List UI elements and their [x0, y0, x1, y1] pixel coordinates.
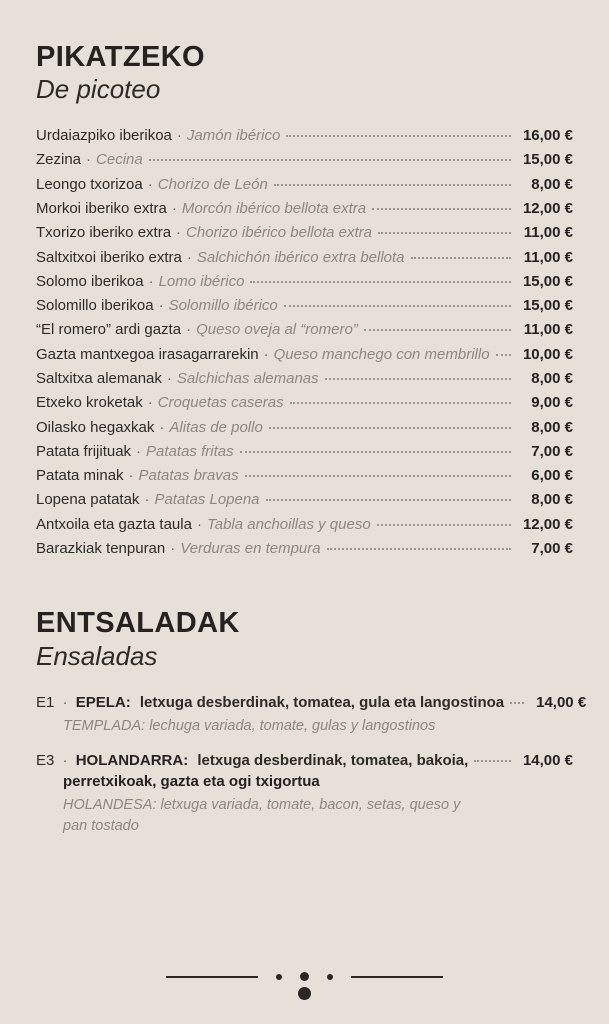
menu-item-row	[36, 467, 573, 491]
salad-code: E1	[36, 694, 55, 712]
item-name: Patata minak	[36, 467, 124, 485]
item-translation: Salchichón ibérico extra bellota	[196, 248, 405, 266]
dotted-leader	[274, 184, 511, 186]
item-name: Lopena patatak	[36, 491, 140, 509]
salad-price: 14,00 €	[536, 694, 587, 712]
salad-first-line	[36, 752, 573, 769]
item-name: Antxoila eta gazta taula	[36, 515, 192, 533]
name-translation-separator: ·	[171, 199, 177, 217]
dotted-leader	[510, 702, 524, 704]
item-price: 8,00 €	[531, 418, 573, 436]
item-translation: Lomo ibérico	[158, 272, 245, 290]
ornament-dot-medium	[300, 972, 309, 981]
item-price: 16,00 €	[522, 127, 573, 145]
item-price: 15,00 €	[522, 272, 573, 290]
item-name: Barazkiak tenpuran	[36, 540, 166, 558]
item-price: 7,00 €	[531, 442, 573, 460]
item-name: Gazta mantxegoa irasagarrarekin	[36, 345, 259, 363]
item-translation: Queso oveja al “romero”	[196, 321, 358, 339]
item-translation: Croquetas caseras	[157, 394, 284, 412]
item-translation: Queso manchego con membrillo	[273, 345, 490, 363]
menu-item-row	[36, 297, 573, 321]
section-subtitle-ensaladas: Ensaladas	[36, 640, 158, 671]
dotted-leader	[269, 427, 511, 429]
salad-item-row	[36, 694, 587, 737]
item-translation: Salchichas alemanas	[176, 370, 319, 387]
item-price: 8,00 €	[531, 175, 573, 193]
menu-item-row	[36, 394, 573, 418]
name-translation-separator: ·	[128, 467, 134, 485]
dotted-leader	[364, 329, 511, 331]
salad-text	[36, 694, 504, 711]
name-translation-separator: ·	[158, 297, 164, 315]
item-translation: Tabla anchoillas y queso	[206, 515, 371, 533]
menu-item-row	[36, 419, 573, 443]
menu-item-row	[36, 249, 573, 273]
name-translation-separator: ·	[144, 491, 150, 509]
item-price: 12,00 €	[522, 199, 573, 217]
menu-item-row	[36, 176, 573, 200]
item-price: 7,00 €	[531, 540, 573, 558]
menu-item-row	[36, 200, 573, 224]
item-price: 11,00 €	[523, 224, 573, 242]
item-name: Solomillo iberikoa	[36, 297, 154, 315]
salad-description-line1: letxuga desberdinak, tomatea, gula eta langostinoa	[139, 694, 505, 712]
dotted-leader	[327, 548, 511, 550]
menu-item-row	[36, 224, 573, 248]
menu-item-row	[36, 127, 573, 151]
salad-item-row	[36, 752, 573, 837]
dotted-leader	[474, 760, 511, 762]
name-translation-separator: ·	[159, 418, 165, 436]
item-price: 6,00 €	[531, 467, 573, 485]
dotted-leader	[266, 499, 511, 501]
menu-item-row	[36, 443, 573, 467]
item-price: 11,00 €	[523, 248, 573, 266]
name-translation-separator: ·	[147, 394, 153, 412]
name-translation-separator: ·	[263, 345, 269, 363]
item-name: Patata frijituak	[36, 442, 132, 460]
dotted-leader	[250, 281, 511, 283]
item-name: Oilasko hegaxkak	[36, 418, 155, 436]
name-translation-separator: ·	[86, 151, 92, 169]
footer-decoration	[0, 972, 609, 1000]
item-translation: Patatas Lopena	[154, 491, 260, 509]
item-name: Etxeko kroketak	[36, 394, 143, 412]
name-translation-separator: ·	[186, 248, 192, 266]
ornament-dot-small-left	[276, 974, 282, 980]
dotted-leader	[325, 378, 511, 380]
picoteo-item-list	[36, 127, 573, 564]
item-name: Saltxitxa alemanak	[36, 370, 162, 387]
section-title-picoteo: PIKATZEKO	[36, 41, 206, 73]
item-translation: Chorizo ibérico bellota extra	[186, 224, 372, 242]
salad-code: E3	[36, 752, 55, 770]
ornament-dot-large	[298, 987, 311, 1000]
dotted-leader	[284, 305, 511, 307]
dotted-leader	[240, 451, 511, 453]
salad-item-list	[36, 694, 587, 837]
menu-item-row	[36, 516, 573, 540]
menu-item-row	[36, 273, 573, 297]
item-price: 9,00 €	[531, 394, 573, 412]
salad-first-line	[36, 694, 587, 712]
salad-name: EPELA:	[75, 694, 131, 712]
dotted-leader	[377, 524, 511, 526]
item-name: Leongo txorizoa	[36, 175, 143, 193]
menu-item-row	[36, 346, 573, 370]
item-translation: Chorizo de León	[157, 175, 268, 193]
item-name: Solomo iberikoa	[36, 272, 144, 290]
name-translation-separator: ·	[186, 321, 192, 339]
code-separator: ·	[62, 694, 68, 712]
divider-line-right	[351, 976, 443, 978]
item-name: Saltxitxoi iberiko extra	[36, 248, 182, 266]
dotted-leader	[496, 354, 511, 356]
code-separator: ·	[62, 752, 68, 770]
ornament-dot-small-right	[327, 974, 333, 980]
divider-ornament-row	[166, 972, 443, 981]
divider-line-left	[166, 976, 258, 978]
item-price: 11,00 €	[523, 321, 573, 339]
item-translation: Patatas fritas	[146, 442, 234, 460]
name-translation-separator: ·	[136, 442, 142, 460]
item-price: 15,00 €	[522, 151, 573, 169]
dotted-leader	[290, 402, 511, 404]
salad-text	[36, 752, 468, 769]
section-header-ensaladas	[36, 608, 573, 670]
item-name: Txorizo iberiko extra	[36, 224, 172, 242]
salad-translation: TEMPLADA: lechuga variada, tomate, gulas y langostinos	[63, 718, 436, 735]
menu-item-row	[36, 151, 573, 175]
salad-description-line1: letxuga desberdinak, tomatea, bakoia,	[197, 752, 469, 770]
menu-item-row	[36, 321, 573, 345]
item-translation: Verduras en tempura	[180, 540, 321, 558]
menu-item-row	[36, 540, 573, 564]
item-name: Morkoi iberiko extra	[36, 199, 167, 217]
item-price: 8,00 €	[531, 370, 573, 387]
name-translation-separator: ·	[148, 272, 154, 290]
item-price: 15,00 €	[522, 297, 573, 315]
menu-item-row	[36, 370, 573, 394]
item-price: 10,00 €	[522, 345, 573, 363]
dotted-leader	[149, 159, 511, 161]
name-translation-separator: ·	[147, 175, 153, 193]
item-translation: Cecina	[96, 151, 143, 169]
item-name: Urdaiazpiko iberikoa	[36, 127, 172, 145]
item-name: “El romero” ardi gazta	[36, 321, 182, 339]
item-price: 12,00 €	[522, 515, 573, 533]
section-subtitle-picoteo: De picoteo	[36, 74, 161, 105]
name-translation-separator: ·	[176, 224, 182, 242]
item-translation: Patatas bravas	[138, 467, 239, 485]
item-translation: Morcón ibérico bellota extra	[181, 199, 367, 217]
name-translation-separator: ·	[170, 540, 176, 558]
dotted-leader	[286, 135, 511, 137]
item-translation: Jamón ibérico	[186, 127, 281, 145]
name-translation-separator: ·	[196, 515, 202, 533]
menu-item-row	[36, 491, 573, 515]
item-name: Zezina	[36, 151, 82, 169]
name-translation-separator: ·	[166, 370, 172, 387]
dotted-leader	[378, 232, 511, 234]
item-price: 8,00 €	[531, 491, 573, 509]
section-header-picoteo	[36, 42, 573, 104]
salad-name: HOLANDARRA:	[75, 752, 189, 770]
dotted-leader	[411, 257, 511, 259]
salad-description-line2: perretxikoak, gazta eta ogi txigortua	[63, 773, 320, 791]
salad-price: 14,00 €	[522, 752, 573, 770]
dotted-leader	[372, 208, 511, 210]
item-translation: Solomillo ibérico	[168, 297, 278, 315]
dotted-leader	[245, 475, 511, 477]
item-translation: Alitas de pollo	[169, 418, 263, 436]
name-translation-separator: ·	[176, 127, 182, 145]
salad-translation: HOLANDESA: letxuga variada, tomate, bacon, setas, queso y pan tostado	[63, 797, 461, 835]
section-title-ensaladas: ENTSALADAK	[36, 607, 240, 640]
